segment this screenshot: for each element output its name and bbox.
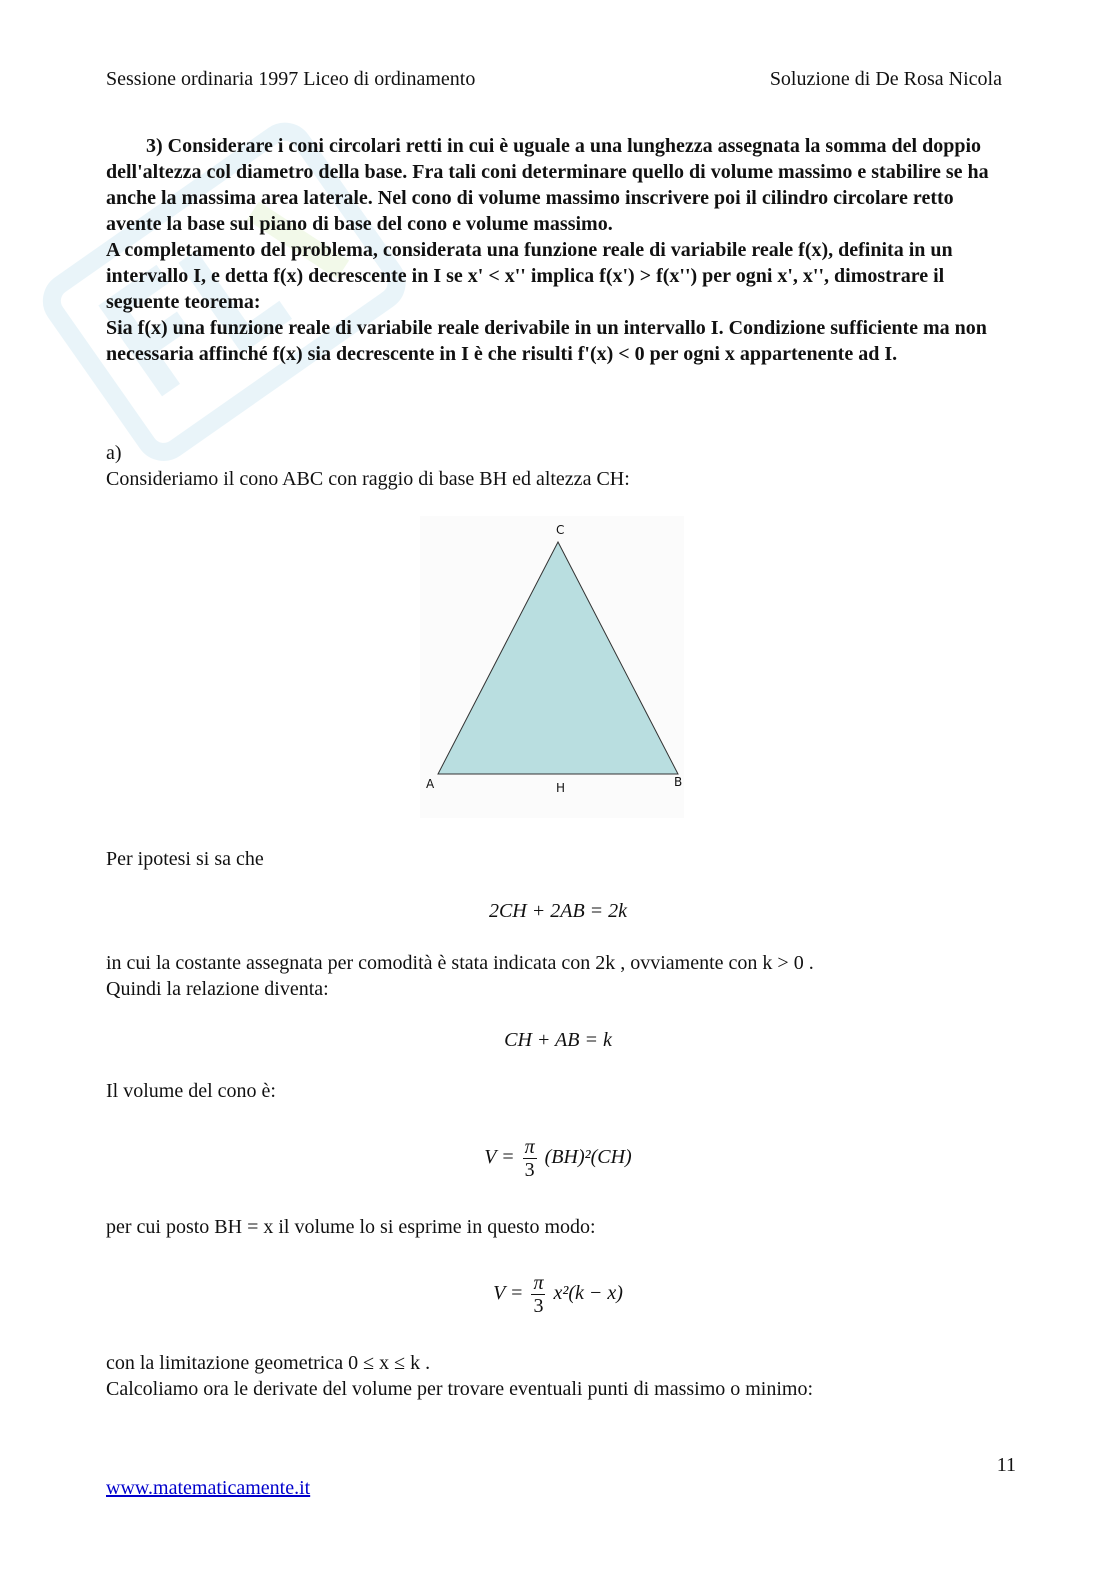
- header-right: Soluzione di De Rosa Nicola: [769, 68, 1002, 90]
- cone-figure: [420, 516, 684, 818]
- equation-4: [0, 1272, 1116, 1317]
- problem-statement: [106, 133, 1006, 367]
- eq3-fraction: [523, 1136, 537, 1181]
- eq3-numerator: π: [524, 1136, 535, 1158]
- footer-link[interactable]: www.matematicamente.it: [106, 1477, 311, 1499]
- eq3-rhs: (BH)²(CH): [544, 1146, 632, 1169]
- derivative-text: Calcoliamo ora le derivate del volume per trovare eventuali punti di massimo o minimo:: [106, 1378, 814, 1400]
- problem-paragraph-3: Sia f(x) una funzione reale di variabile reale derivabile in un intervallo I. Condizione sufficiente ma non necessaria affinché f(x) sia decrescente in I è che risulti f'(x) < 0 per ogni x appartenente ad I.: [106, 317, 987, 365]
- label-c: C: [556, 523, 565, 537]
- eq4-fraction: [531, 1272, 545, 1317]
- eq4-denominator: 3: [533, 1295, 544, 1317]
- constant-text: in cui la costante assegnata per comodità è stata indicata con 2k , ovviamente con k > 0 .: [106, 952, 814, 974]
- problem-paragraph-2: A completamento del problema, considerata una funzione reale di variabile reale f(x), definita in un intervallo I, e detta f(x) decrescente in I se x' < x'' implica f(x') > f(x'') per ogni x', x'', dimostrare il seguente teorema:: [106, 239, 953, 313]
- label-a: A: [426, 777, 435, 791]
- limit-text: con la limitazione geometrica 0 ≤ x ≤ k .: [106, 1352, 431, 1374]
- page-number: 11: [996, 1454, 1016, 1476]
- eq4-numerator: π: [533, 1272, 544, 1294]
- eq4-lhs: V =: [493, 1282, 524, 1305]
- eq3-denominator: 3: [524, 1159, 535, 1181]
- posto-text: per cui posto BH = x il volume lo si esprime in questo modo:: [106, 1216, 596, 1238]
- then-text: Quindi la relazione diventa:: [106, 978, 329, 1000]
- header-left: Sessione ordinaria 1997 Liceo di ordinamento: [106, 68, 476, 90]
- eq4-rhs: x²(k − x): [553, 1282, 623, 1305]
- label-b: B: [674, 775, 683, 789]
- part-label: a): [106, 442, 122, 464]
- label-h: H: [556, 781, 566, 795]
- volume-text: Il volume del cono è:: [106, 1080, 276, 1102]
- problem-paragraph-1: 3) Considerare i coni circolari retti in cui è uguale a una lunghezza assegnata la somma del doppio dell'altezza col diametro della base. Fra tali coni determinare quello di volume massimo e stabilire se ha anche la massima area laterale. Nel cono di volume massimo inscrivere poi il cilindro circolare retto avente la base sul piano di base del cono e volume massimo.: [106, 135, 989, 235]
- hypothesis-text: Per ipotesi si sa che: [106, 848, 264, 870]
- equation-1: 2CH + 2AB = 2k: [488, 900, 628, 922]
- intro-text: Consideriamo il cono ABC con raggio di base BH ed altezza CH:: [106, 468, 630, 490]
- equation-3: [0, 1136, 1116, 1181]
- eq3-lhs: V =: [484, 1146, 515, 1169]
- equation-2: CH + AB = k: [504, 1029, 612, 1051]
